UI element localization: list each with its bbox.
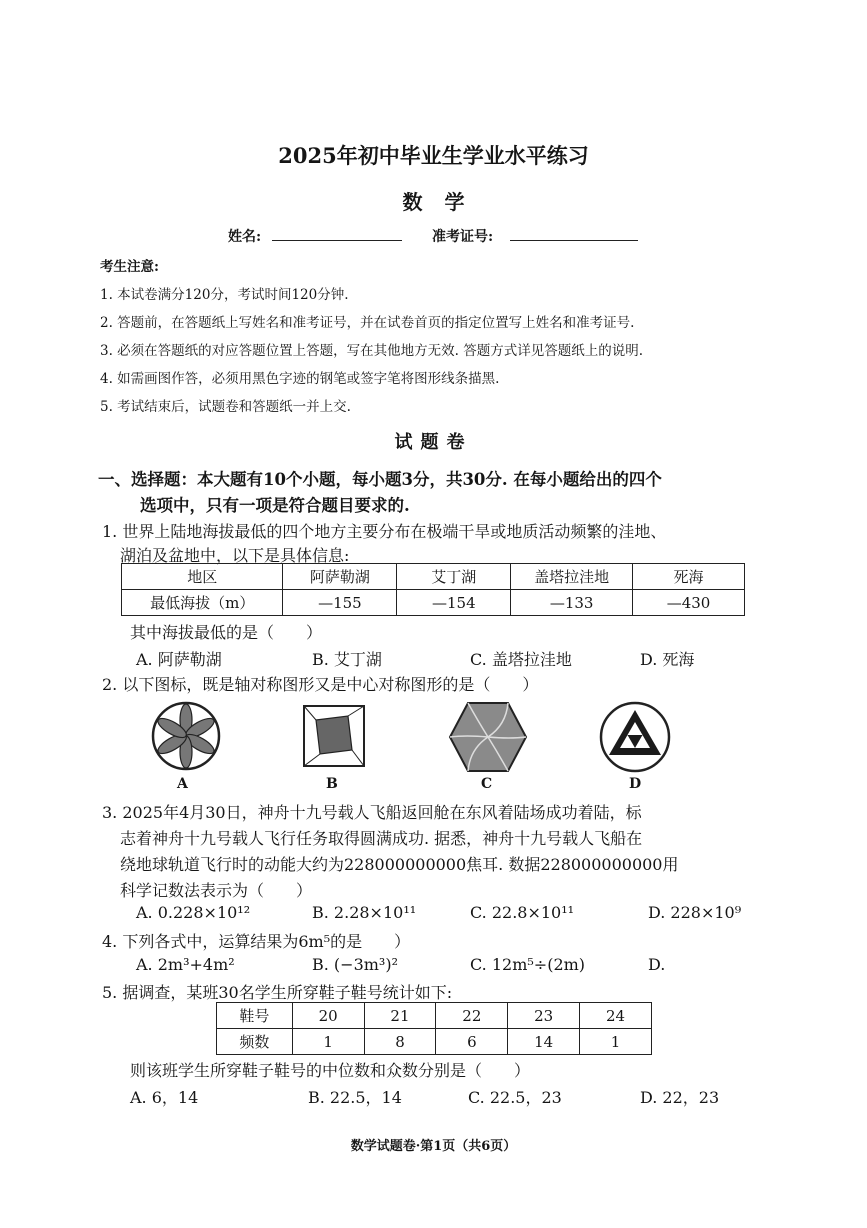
q5-table-header-cell: 鞋号: [217, 1003, 293, 1029]
q1-table-cell: 最低海拔（m）: [122, 590, 283, 616]
notice-heading: 考生注意:: [100, 259, 159, 275]
part1-heading-cont: 选项中，只有一项是符合题目要求的.: [140, 496, 410, 515]
page-footer: 数学试题卷·第1页（共6页）: [350, 1139, 517, 1154]
q5-table-header-cell: 24: [580, 1003, 652, 1029]
subject-title: 数学: [402, 190, 487, 214]
q1-line: 湖泊及盆地中，以下是具体信息:: [120, 546, 350, 565]
q5-stem: 5. 据调查，某班30名学生所穿鞋子鞋号统计如下:: [102, 983, 453, 1002]
notice-item: 2. 答题前，在答题纸上写姓名和准考证号，并在试卷首页的指定位置写上姓名和准考证号.: [100, 315, 635, 331]
name-field[interactable]: [272, 240, 402, 241]
q5-option-a: A. 6，14: [130, 1088, 199, 1107]
q1-table-cell: —155: [283, 590, 397, 616]
q1-table-header-cell: 艾丁湖: [397, 564, 511, 590]
q3-option-d: D. 228×10⁹: [648, 903, 742, 922]
q1-table: [121, 563, 745, 616]
q5-table-cell: 6: [436, 1029, 508, 1055]
q5-table-header-cell: 23: [508, 1003, 580, 1029]
figure-b-label: B: [326, 776, 338, 792]
q1-stem: 其中海拔最低的是（ ）: [130, 623, 323, 642]
q5-table-cell: 1: [580, 1029, 652, 1055]
q1-table-header-cell: 阿萨勒湖: [283, 564, 397, 590]
part1-heading: 一、选择题：本大题有10个小题，每小题3分，共30分. 在每小题给出的四个: [98, 470, 662, 489]
notice-item: 5. 考试结束后，试题卷和答题纸一并上交.: [100, 399, 351, 415]
q5-option-c: C. 22.5，23: [468, 1088, 562, 1107]
q3-option-a: A. 0.228×10¹²: [136, 903, 251, 922]
q1-table-header-cell: 地区: [122, 564, 283, 590]
q5-option-b: B. 22.5，14: [308, 1088, 402, 1107]
figure-a-label: A: [177, 776, 188, 792]
exam-id-label: 准考证号:: [432, 229, 494, 245]
q1-table-cell: —154: [397, 590, 511, 616]
figure-d-triangle: [598, 700, 672, 774]
q2-stem: 2. 以下图标，既是轴对称图形又是中心对称图形的是（ ）: [102, 675, 539, 694]
figure-c-hexagon: [448, 701, 528, 773]
notice-item: 3. 必须在答题纸的对应答题位置上答题，写在其他地方无效. 答题方式详见答题纸上的说明.: [100, 343, 644, 359]
q1-table-cell: —133: [511, 590, 633, 616]
q3-option-b: B. 2.28×10¹¹: [312, 903, 417, 922]
q5-table-cell: 14: [508, 1029, 580, 1055]
figure-c-label: C: [481, 776, 493, 792]
q1-table-header-cell: 盖塔拉洼地: [511, 564, 633, 590]
q3-line: 志着神舟十九号载人飞行任务取得圆满成功. 据悉，神舟十九号载人飞船在: [120, 829, 643, 848]
q3-line: 科学记数法表示为（ ）: [120, 881, 313, 900]
figure-b-square: [302, 704, 366, 768]
q1-line: 1. 世界上陆地海拔最低的四个地方主要分布在极端干旱或地质活动频繁的洼地、: [102, 522, 667, 541]
q1-option-c: C. 盖塔拉洼地: [470, 650, 572, 669]
q1-option-b: B. 艾丁湖: [312, 650, 382, 669]
q4-option-a: A. 2m³+4m²: [136, 955, 235, 974]
q3-line: 绕地球轨道飞行时的动能大约为228000000000焦耳. 数据228000000000用: [120, 855, 679, 874]
q5-table-cell: 8: [364, 1029, 436, 1055]
figure-a-flower: [150, 700, 222, 772]
q4-stem: 4. 下列各式中，运算结果为6m⁵的是 ）: [102, 932, 411, 951]
q5-table-header-cell: 20: [292, 1003, 364, 1029]
q1-option-d: D. 死海: [640, 650, 695, 669]
q4-option-d: D.: [648, 955, 666, 974]
page-title: 2025年初中毕业生学业水平练习: [278, 143, 589, 168]
q5-option-d: D. 22，23: [640, 1088, 720, 1107]
q5-table-header-cell: 22: [436, 1003, 508, 1029]
notice-item: 4. 如需画图作答，必须用黑色字迹的钢笔或签字笔将图形线条描黑.: [100, 371, 500, 387]
section-title: 试题卷: [394, 432, 473, 453]
figure-d-label: D: [629, 776, 642, 792]
q4-option-c: C. 12m⁵÷(2m): [470, 955, 586, 974]
q5-table-header-cell: 21: [364, 1003, 436, 1029]
q1-table-cell: —430: [633, 590, 745, 616]
exam-id-field[interactable]: [510, 240, 638, 241]
q5-question: 则该班学生所穿鞋子鞋号的中位数和众数分别是（ ）: [130, 1061, 531, 1080]
q5-table-cell: 1: [292, 1029, 364, 1055]
notice-item: 1. 本试卷满分120分，考试时间120分钟.: [100, 287, 349, 303]
q1-table-header-cell: 死海: [633, 564, 745, 590]
name-label: 姓名:: [228, 229, 262, 245]
q4-option-b: B. (−3m³)²: [312, 955, 398, 974]
q5-table: [216, 1002, 652, 1055]
q5-table-cell: 频数: [217, 1029, 293, 1055]
q3-option-c: C. 22.8×10¹¹: [470, 903, 575, 922]
q3-line: 3. 2025年4月30日，神舟十九号载人飞船返回舱在东风着陆场成功着陆，标: [102, 803, 642, 822]
q1-option-a: A. 阿萨勒湖: [136, 650, 222, 669]
